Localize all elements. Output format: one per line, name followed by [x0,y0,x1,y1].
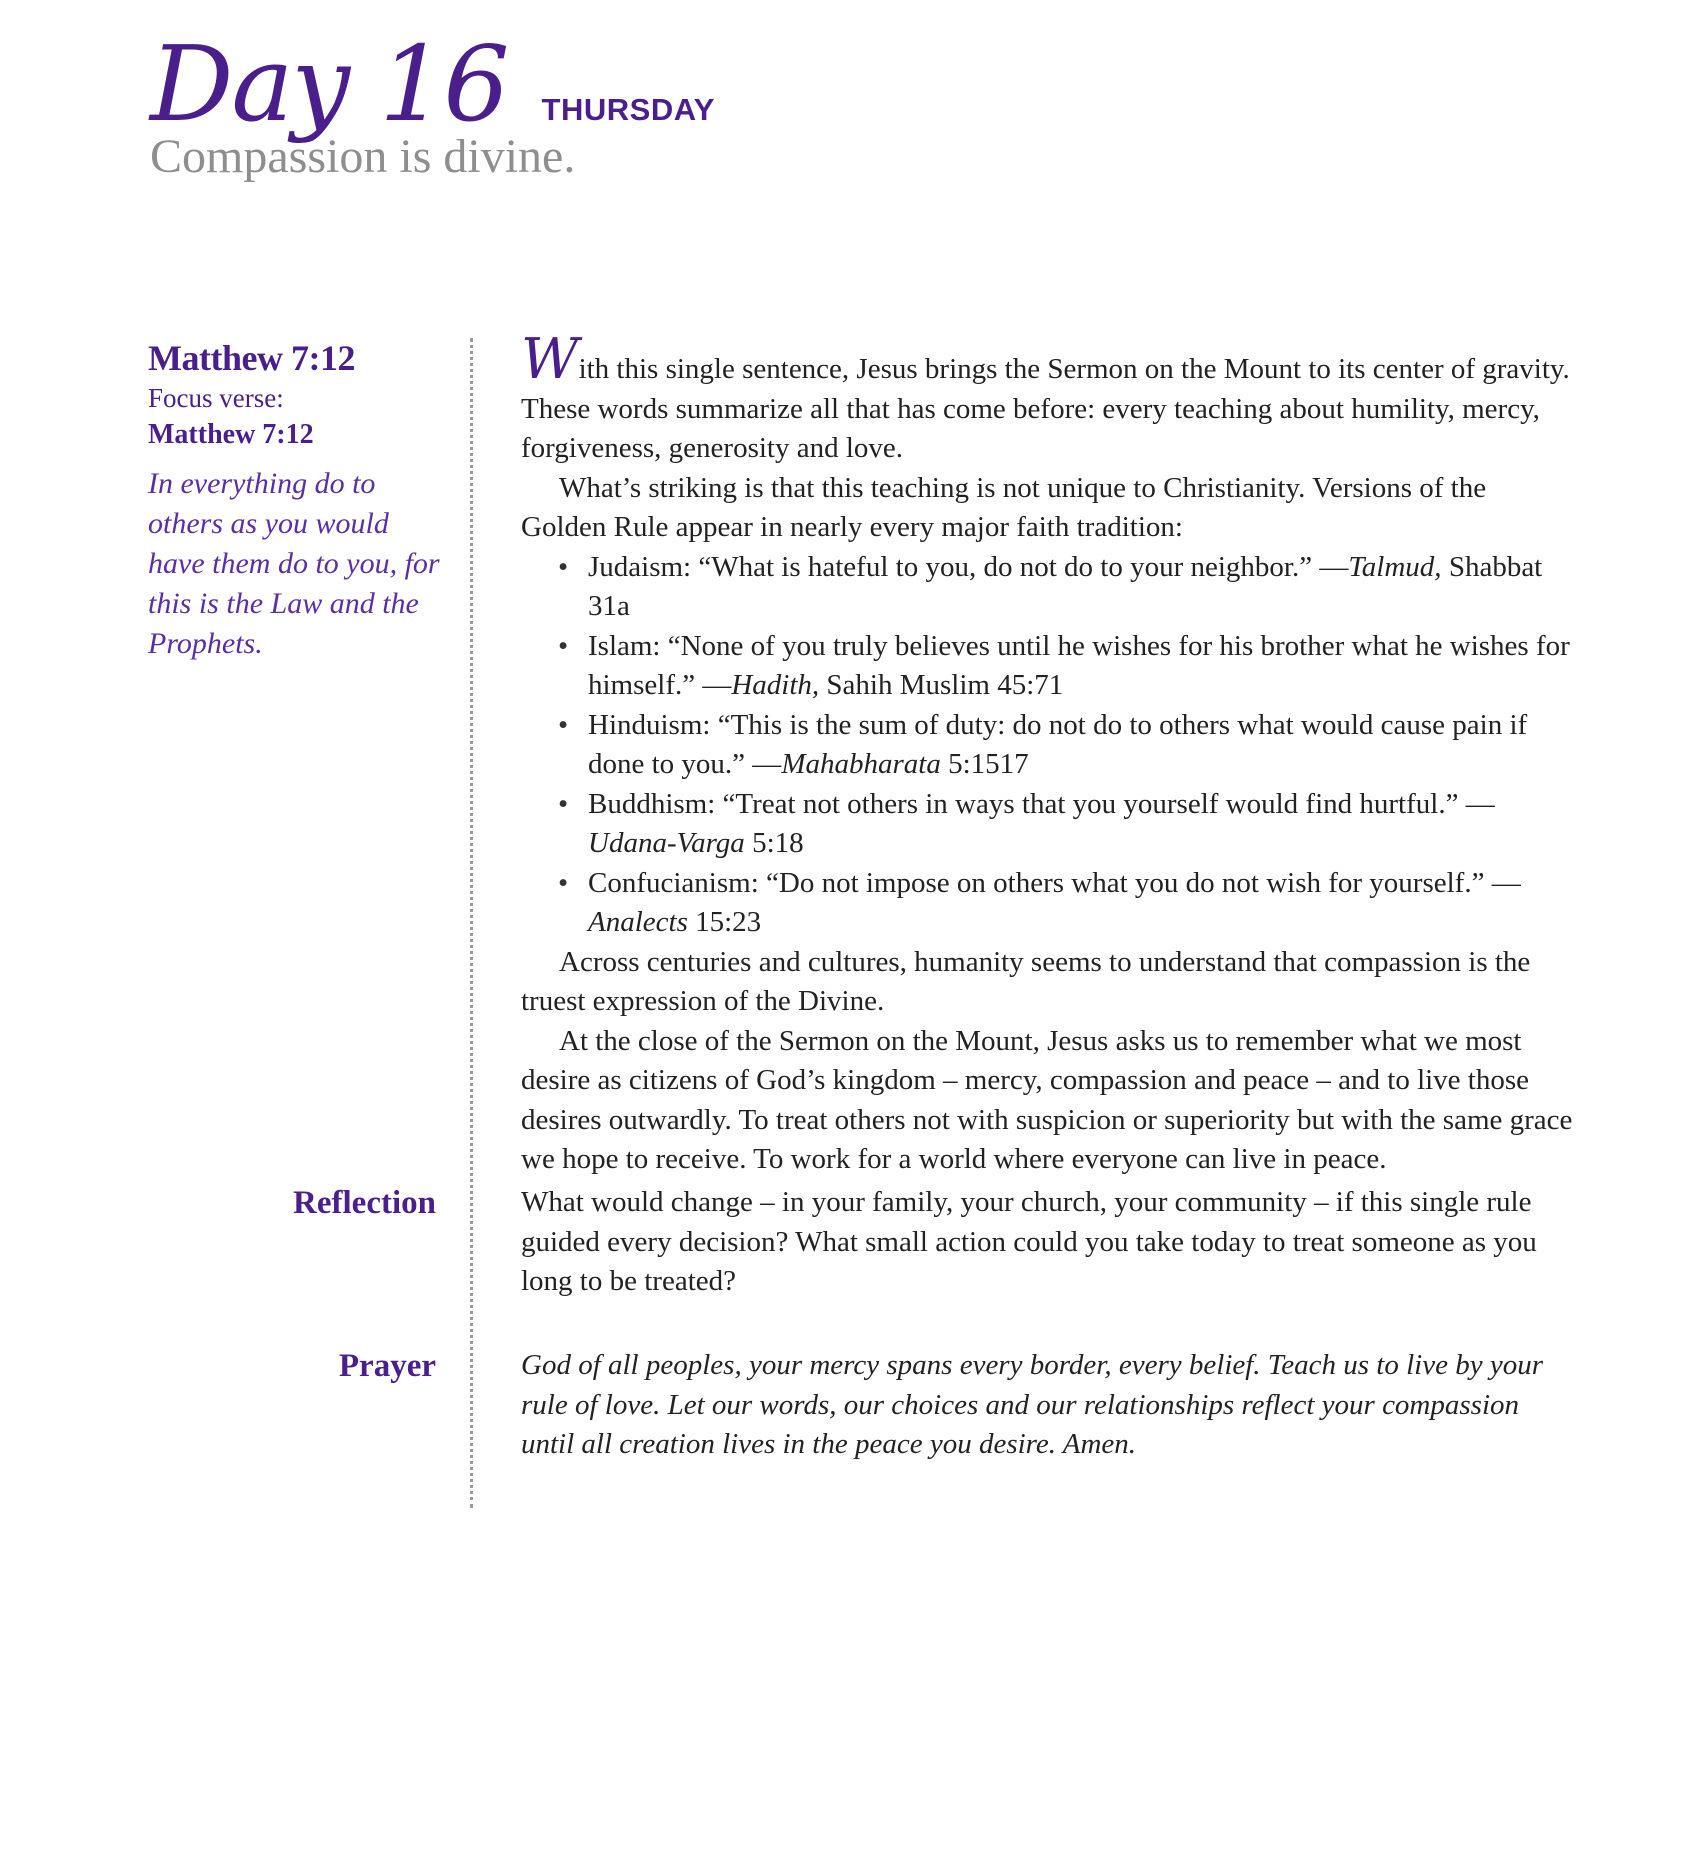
page-header [150,23,1550,184]
list-item: • Buddhism: “Treat not others in ways that you yourself would find hurtful.” —Udana-Varga 5:18 [588,785,1576,864]
day-heading-row [150,23,1550,145]
body-paragraph-2: What’s striking is that this teaching is not unique to Christianity. Versions of the Golden Rule appear in nearly every major faith tradition: [521,471,1487,543]
prayer-text: God of all peoples, your mercy spans every border, every belief. Teach us to live by your rule of love. Let our words, our choices and our relationships reflect your compassion until all creation lives in the peace you desire. Amen. [521,1349,1543,1460]
body-paragraph-1 [521,327,1576,469]
body-paragraph-3: Across centuries and cultures, humanity seems to understand that compassion is the truest expression of the Divine. [521,945,1531,1017]
list-item: • Confucianism: “Do not impose on others what you do not wish for yourself.” — Analects 15:23 [588,864,1576,943]
list-item: • Judaism: “What is hateful to you, do not do to your neighbor.” —Talmud, Shabbat 31a [588,548,1576,627]
faith-traditions-list [521,548,1576,943]
weekday-label: THURSDAY [541,92,715,127]
scripture-sidebar [148,338,448,664]
prayer-label: Prayer [338,1348,436,1384]
focus-verse-reference: Matthew 7:12 [148,419,314,451]
reflection-text: What would change – in your family, your church, your community – if this single rule guided every decision? What small action could you take today to treat someone as you long to be treated? [521,1186,1537,1297]
day-title: Day 16 [150,23,508,145]
body-paragraph-1-text: ith this single sentence, Jesus brings the Sermon on the Mount to its center of gravity. These words summarize all that has come before: every teaching about humility, mercy, forgiveness, generosity and love. [521,353,1570,464]
list-item: • Hinduism: “This is the sum of duty: do not do to others what would cause pain if done to you.” —Mahabharata 5:1517 [588,706,1576,785]
drop-cap: W [521,327,579,392]
focus-verse-label: Focus verse: [148,383,284,414]
devotional-body [521,327,1576,1180]
reflection-label: Reflection [293,1185,436,1221]
page-subtitle: Compassion is divine. [150,130,576,184]
dotted-divider [470,338,473,1508]
list-item: • Islam: “None of you truly believes until he wishes for his brother what he wishes for himself.” —Hadith, Sahih Muslim 45:71 [588,627,1576,706]
body-paragraph-4: At the close of the Sermon on the Mount, Jesus asks us to remember what we most desire as citizens of God’s kingdom – mercy, compassion and peace – and to live those desires outwardly. To treat others not with suspicion or superiority but with the same grace we hope to receive. To work for a world where everyone can live in peace. [521,1024,1573,1175]
focus-verse-quote: In everything do to others as you would have them do to you, for this is the Law and the Prophets. [148,467,440,660]
scripture-reference: Matthew 7:12 [148,338,355,378]
